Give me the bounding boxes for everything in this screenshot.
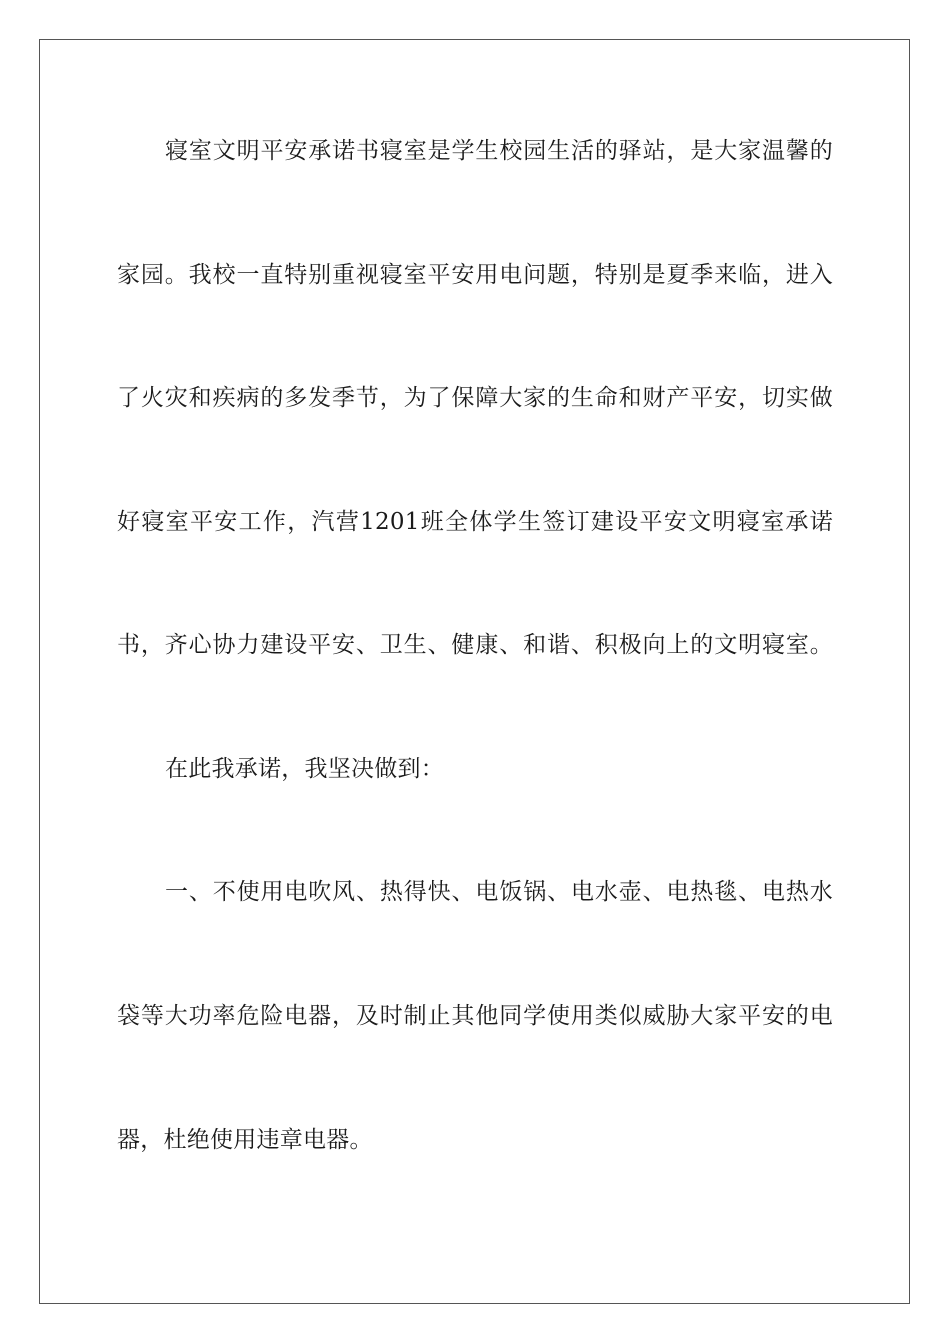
paragraph-line: 一、不使用电吹风、热得快、电饭锅、电水壶、电热毯、电热水 bbox=[165, 879, 833, 905]
paragraph-line: 了火灾和疾病的多发季节，为了保障大家的生命和财产平安，切实做 bbox=[117, 385, 833, 411]
paragraph-line: 袋等大功率危险电器，及时制止其他同学使用类似威胁大家平安的电 bbox=[117, 1003, 833, 1029]
paragraph-line: 寝室文明平安承诺书寝室是学生校园生活的驿站，是大家温馨的 bbox=[165, 138, 833, 164]
paragraph-line: 书，齐心协力建设平安、卫生、健康、和谐、积极向上的文明寝室。 bbox=[117, 632, 833, 658]
paragraph-line: 好寝室平安工作，汽营1201班全体学生签订建设平安文明寝室承诺 bbox=[117, 509, 833, 535]
paragraph-line: 家园。我校一直特别重视寝室平安用电问题，特别是夏季来临，进入 bbox=[117, 262, 833, 288]
paragraph-line: 在此我承诺，我坚决做到： bbox=[165, 756, 444, 782]
paragraph-line: 器，杜绝使用违章电器。 bbox=[117, 1127, 373, 1153]
page-border bbox=[39, 39, 910, 1304]
